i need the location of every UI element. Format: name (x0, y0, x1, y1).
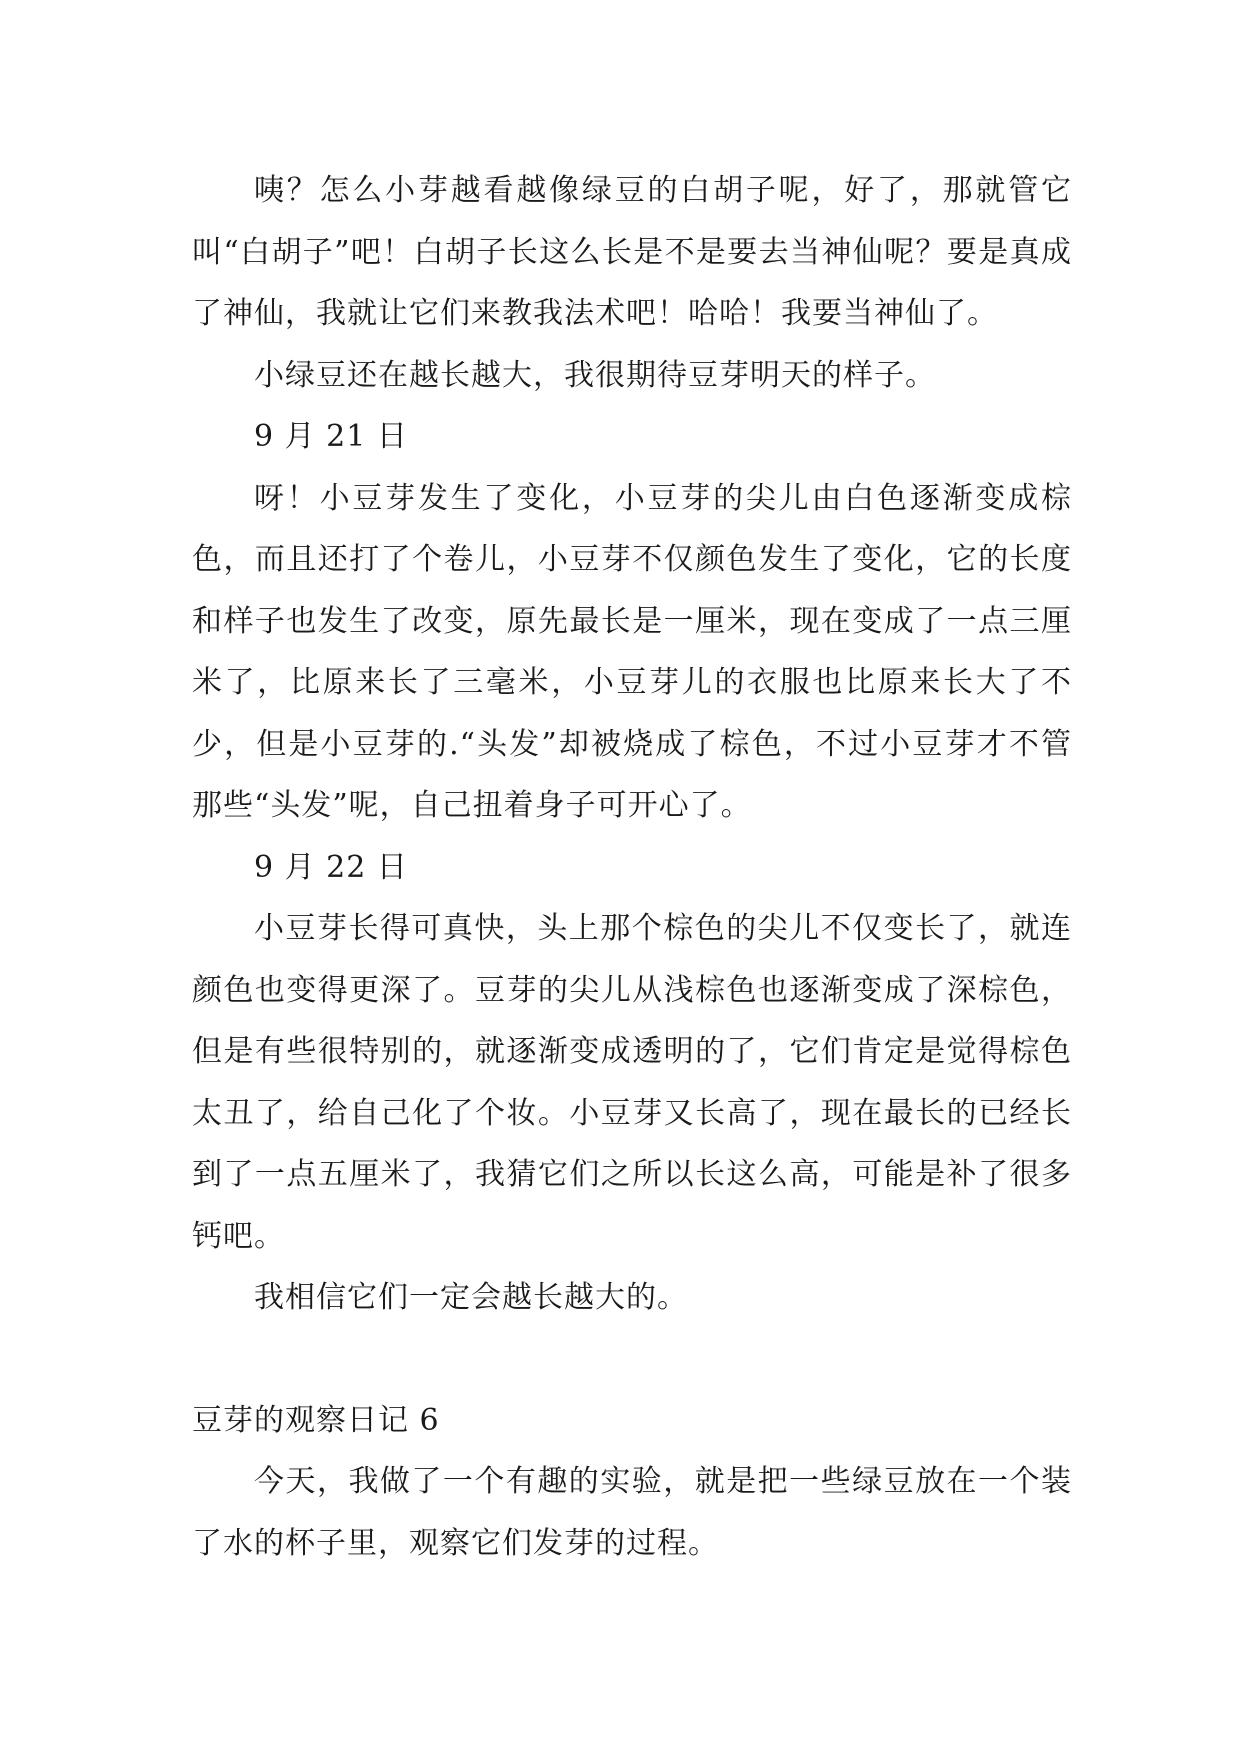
section-title: 豆芽的观察日记 6 (192, 1402, 440, 1438)
paragraph: 小豆芽长得可真快，头上那个棕色的尖儿不仅变长了，就连颜色也变得更深了。豆芽的尖儿从浅棕色也逐渐变成了深棕色，但是有些很特别的，就逐渐变成透明的了，它们肯定是觉得棕色太丑了，给自己化了个妆。小豆芽又长高了，现在最长的已经长到了一点五厘米了，我猜它们之所以长这么高，可能是补了很多钙吧。 (192, 911, 1072, 1254)
paragraph: 小绿豆还在越长越大，我很期待豆芽明天的样子。 (254, 357, 936, 393)
paragraph: 呀！小豆芽发生了变化，小豆芽的尖儿由白色逐渐变成棕色，而且还打了个卷儿，小豆芽不仅颜色发生了变化，它的长度和样子也发生了改变，原先最长是一厘米，现在变成了一点三厘米了，比原来长了三毫米，小豆芽儿的衣服也比原来长大了不少，但是小豆芽的.“头发”却被烧成了棕色，不过小豆芽才不管那些“头发”呢，自己扭着身子可开心了。 (192, 480, 1072, 823)
document-body (192, 160, 1072, 1574)
paragraph: 今天，我做了一个有趣的实验，就是把一些绿豆放在一个装了水的杯子里，观察它们发芽的过程。 (192, 1464, 1072, 1561)
date-line: 9 月 21 日 (254, 419, 408, 454)
date-line: 9 月 22 日 (254, 849, 408, 885)
paragraph: 咦？怎么小芽越看越像绿豆的白胡子呢，好了，那就管它叫“白胡子”吧！白胡子长这么长是不是要去当神仙呢？要是真成了神仙，我就让它们来教我法术吧！哈哈！我要当神仙了。 (192, 173, 1072, 331)
paragraph: 我相信它们一定会越长越大的。 (254, 1280, 688, 1315)
